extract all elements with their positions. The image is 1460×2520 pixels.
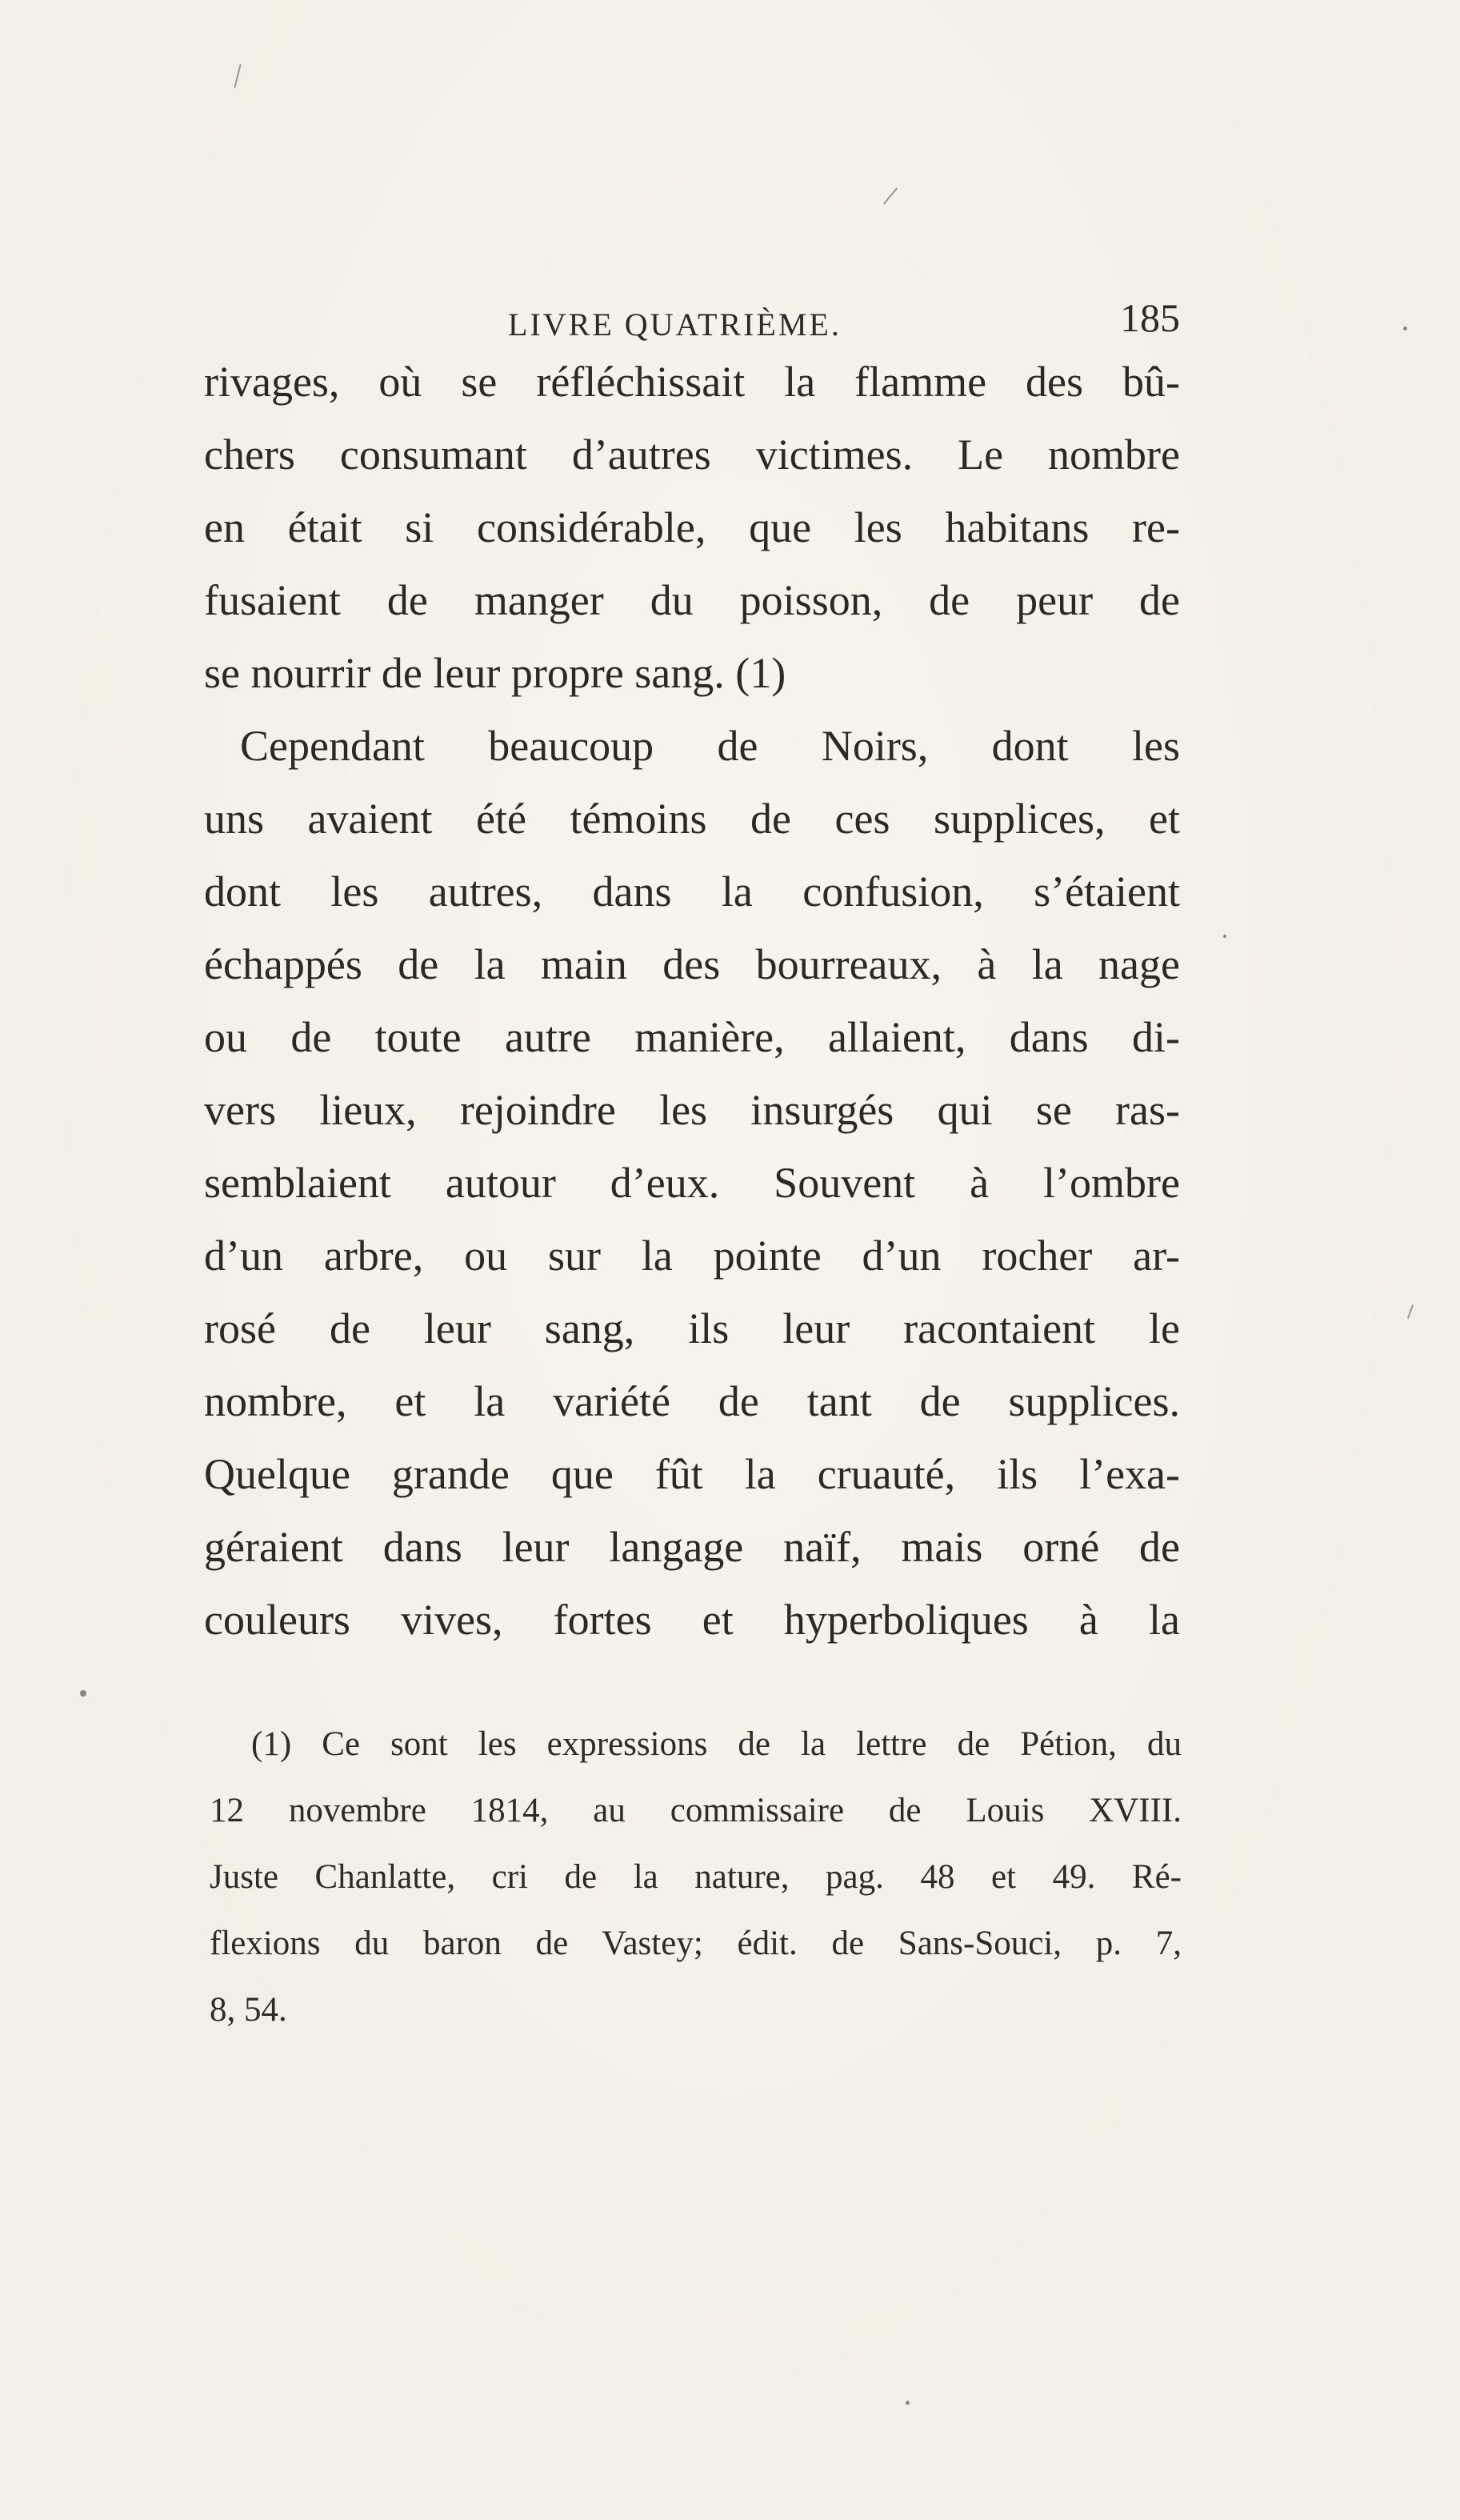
footnote-line: flexions du baron de Vastey; édit. de Sans-Souci, p. 7, (210, 1925, 1182, 1962)
body-line: uns avaient été témoins de ces supplices, et (204, 795, 1180, 843)
paper-mark (883, 187, 898, 204)
paper-mark (234, 64, 241, 88)
body-line: chers consumant d’autres victimes. Le nombre (204, 431, 1180, 479)
body-text (204, 346, 1180, 1657)
paper-speck (1223, 935, 1226, 938)
body-line: géraient dans leur langage naïf, mais orné de (204, 1523, 1180, 1571)
footnote (210, 1711, 1182, 2043)
body-line: échappés de la main des bourreaux, à la nage (204, 940, 1180, 988)
body-line: semblaient autour d’eux. Souvent à l’ombre (204, 1159, 1180, 1207)
footnote-line: 8, 54. (210, 1991, 287, 2029)
body-line: rosé de leur sang, ils leur racontaient le (204, 1304, 1180, 1352)
body-line: en était si considérable, que les habitans re- (204, 503, 1180, 551)
footnote-line: 12 novembre 1814, au commissaire de Louis XVIII. (210, 1792, 1182, 1829)
body-line: couleurs vives, fortes et hyperboliques à la (204, 1596, 1180, 1644)
body-line: nombre, et la variété de tant de supplices. (204, 1377, 1180, 1425)
paper-speck (906, 2401, 910, 2405)
body-line: fusaient de manger du poisson, de peur de (204, 576, 1180, 624)
running-head-title: LIVRE QUATRIÈME. (508, 306, 842, 343)
body-line: vers lieux, rejoindre les insurgés qui se ras- (204, 1086, 1180, 1134)
page-number: 185 (1120, 295, 1180, 340)
body-line: dont les autres, dans la confusion, s’étaient (204, 867, 1180, 915)
footnote-line: Juste Chanlatte, cri de la nature, pag. 48 et 49. Ré- (210, 1858, 1182, 1896)
body-line: se nourrir de leur propre sang. (1) (204, 649, 786, 697)
paper-speck (80, 1690, 86, 1697)
body-line: Quelque grande que fût la cruauté, ils l’exa- (204, 1450, 1180, 1498)
running-head (204, 294, 1180, 351)
footnote-line: (1) Ce sont les expressions de la lettre de Pétion, du (251, 1725, 1182, 1763)
paper-mark (1407, 1304, 1414, 1319)
body-line: Cependant beaucoup de Noirs, dont les (240, 722, 1180, 770)
body-line: rivages, où se réfléchissait la flamme des bû- (204, 358, 1180, 406)
body-line: ou de toute autre manière, allaient, dans di- (204, 1013, 1180, 1061)
paper-speck (1403, 327, 1407, 331)
body-line: d’un arbre, ou sur la pointe d’un rocher ar- (204, 1232, 1180, 1280)
